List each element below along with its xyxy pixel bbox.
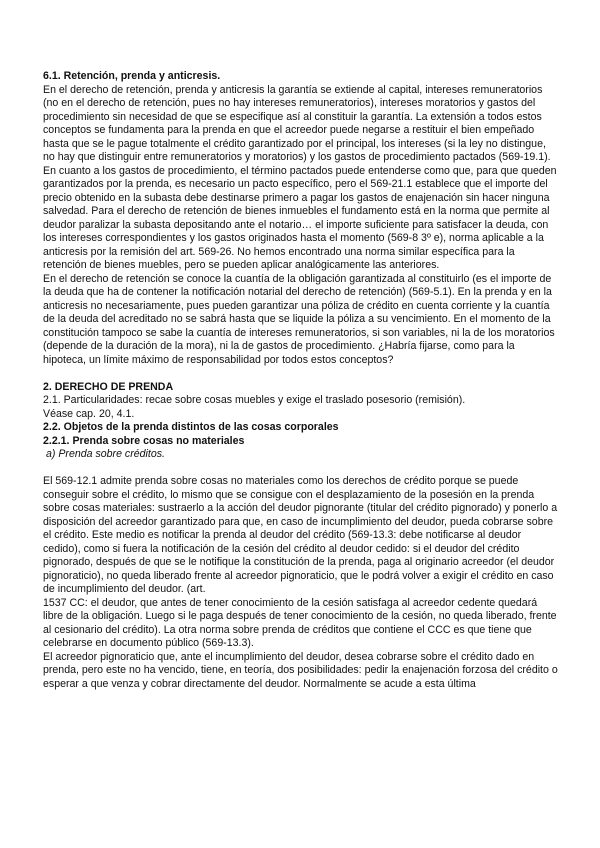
paragraph: El 569-12.1 admite prenda sobre cosas no materiales como los derechos de crédito porque se puede conseguir sobre el crédito, lo mismo que se consigue con el desplazamiento de la posesión en la prenda sobre cosas materiales: sustraerlo a la acción del deudor pignorante (titular del crédito pignorado) y ponerlo a disposición del acreedor garantizado para que, en caso de incumplimiento del deudor, pueda cobrarse sobre el crédito. Este medio es notificar la prenda al deudor del crédito (569-13.3: debe notificarse al deudor cedido), como si fuera la notificación de la cesión del crédito al deudor cedido: si el deudor del crédito pignorado, después de que se le notifique la constitución de la prenda, paga al originario acreedor (el deudor pignoraticio), no queda liberado frente al acreedor pignoraticio, que le podrá volver a exigir el crédito en caso de incumplimiento del deudor. (art.: [43, 475, 558, 595]
subsection-heading-2-2-1: 2.2.1. Prenda sobre cosas no materiales: [43, 434, 245, 447]
subsection-heading-2-2: 2.2. Objetos de la prenda distintos de las cosas corporales: [43, 421, 339, 433]
item-heading-a: a) Prenda sobre créditos.: [46, 448, 165, 460]
text-line: Véase cap. 20, 4.1.: [43, 407, 135, 420]
paragraph: En el derecho de retención, prenda y anticresis la garantía se extiende al capital, intereses remuneratorios (no en el derecho de retención, pues no hay intereses remuneratorios), intereses moratorios y gastos del procedimiento sin necesidad de que se especifique así al constituir la garantía. La extensión a todos estos conceptos se fundamenta para la prenda en que el acreedor puede negarse a restituir el bien empeñado hasta que se le pague totalmente el crédito garantizado por el principal, los intereses (si la ley no distingue, no hay que distinguir entre remuneratorios y moratorios) y los gastos de procedimiento pactados (569-19.1). En cuanto a los gastos de procedimiento, el término pactados puede entenderse como que, para que queden garantizados por la prenda, es necesario un pacto específico, pero el 569-21.1 establece que el importe del precio obtenido en la subasta debe destinarse primero a pagar los gastos de enajenación sin hacer ninguna salvedad. Para el derecho de retención de bienes inmuebles el fundamento está en la norma que permite al deudor paralizar la subasta depositando ante el notario… el importe suficiente para satisfacer la deuda, con los intereses correspondientes y los gastos originados hasta el momento (569-8 3º e), norma aplicable a la anticresis por la remisión del art. 569-26. No hemos encontrado una norma similar específica para la retención de bienes muebles, pero se pueden aplicar analógicamente las anteriores.: [43, 83, 557, 271]
document-page: [43, 70, 558, 691]
text-line: 2.1. Particularidades: recae sobre cosas muebles y exige el traslado posesorio (remisión).: [43, 394, 466, 406]
paragraph: El acreedor pignoraticio que, ante el incumplimiento del deudor, desea cobrarse sobre el crédito dado en prenda, pero este no ha vencido, tiene, en teoría, dos posibilidades: pedir la enajenación forzosa del crédito o esperar a que venza y cobrar directamente del deudor. Normalmente se acude a esta última: [43, 650, 558, 690]
section-heading-2: 2. DERECHO DE PRENDA: [43, 380, 174, 393]
spacer: [43, 367, 558, 381]
paragraph: 1537 CC: el deudor, que antes de tener conocimiento de la cesión satisfaga al acreedor cedente quedará libre de la obligación. Luego si le paga después de tener conocimiento de la cesión, no queda liberado, frente al cesionario del crédito). La otra norma sobre prenda de créditos que contiene el CCC es que tiene que celebrarse en documento público (569-13.3).: [43, 596, 557, 649]
spacer: [43, 462, 558, 476]
section-heading-6-1: 6.1. Retención, prenda y anticresis.: [43, 70, 221, 82]
paragraph: En el derecho de retención se conoce la cuantía de la obligación garantizada al constituirlo (es el importe de la deuda que ha de contener la notificación notarial del derecho de retención) (569-5.1). En la prenda y en la anticresis no necesariamente, pues pueden garantizar una póliza de crédito en cuenta corriente y la cuantía de la deuda del acreditado no se sabrá hasta que se liquide la póliza a su vencimiento. En el momento de la constitución tampoco se sabe la cuantía de intereses remuneratorios, si son variables, ni la de los moratorios (depende de la duración de la mora), ni la de gastos de procedimiento. ¿Habría fijarse, como para la hipoteca, un límite máximo de responsabilidad por todos estos conceptos?: [43, 272, 555, 366]
